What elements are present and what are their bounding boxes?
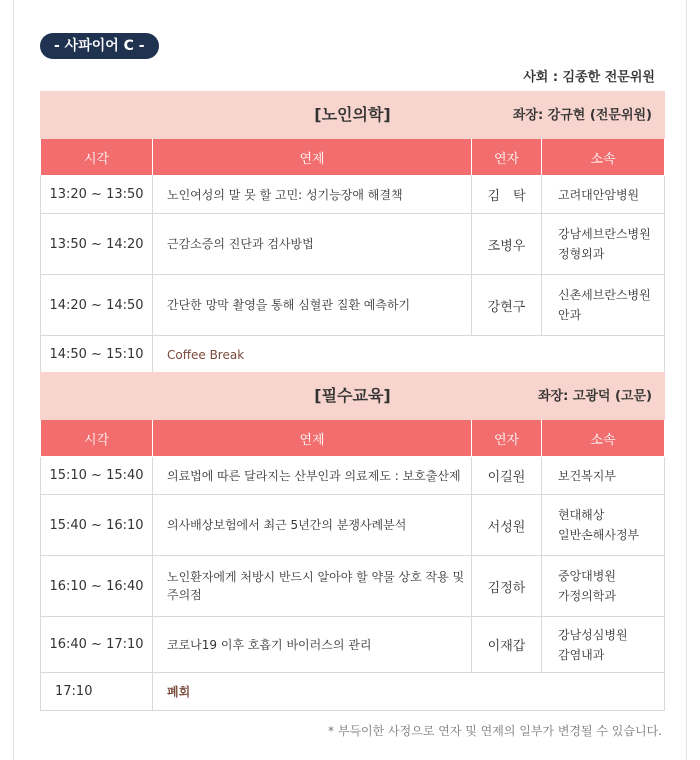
row-affiliation xyxy=(542,556,665,617)
column-header-row xyxy=(41,420,665,457)
section-title: [필수교육] xyxy=(314,386,391,405)
row-affiliation xyxy=(542,457,665,495)
section-title: [노인의학] xyxy=(314,105,391,124)
row-title: 의료법에 따른 달라지는 산부인과 의료제도 : 보호출산제 xyxy=(153,457,472,495)
row-time: 13:50 ~ 14:20 xyxy=(41,214,153,275)
row-time: 15:10 ~ 15:40 xyxy=(41,457,153,495)
break-row xyxy=(41,336,665,374)
col-affiliation: 소속 xyxy=(542,420,665,457)
footnote: * 부득이한 사정으로 연자 및 연제의 일부가 변경될 수 있습니다. xyxy=(328,724,662,738)
row-affiliation xyxy=(542,495,665,556)
section-chair: 좌장: 고광덕 (고문) xyxy=(537,389,652,404)
column-header-row xyxy=(41,139,665,176)
table-row xyxy=(41,617,665,673)
row-affiliation xyxy=(542,617,665,673)
affiliation-line: 신촌세브란스병원 xyxy=(558,288,651,302)
table-row xyxy=(41,495,665,556)
affiliation-line: 안과 xyxy=(558,308,582,322)
table-row xyxy=(41,275,665,336)
row-time: 13:20 ~ 13:50 xyxy=(41,176,153,214)
schedule-table-mandatory xyxy=(40,372,665,711)
closing-time: 17:10 xyxy=(41,673,153,711)
col-speaker: 연자 xyxy=(472,420,542,457)
row-speaker: 서성원 xyxy=(472,495,542,556)
affiliation-line: 보건복지부 xyxy=(558,468,616,483)
closing-label: 폐회 xyxy=(153,673,665,711)
affiliation-line: 감염내과 xyxy=(558,647,605,662)
affiliation-line: 현대해상 xyxy=(558,508,605,522)
row-title: 근감소증의 진단과 검사방법 xyxy=(153,214,472,275)
row-title: 노인여성의 말 못 할 고민: 성기능장애 해결책 xyxy=(153,176,472,214)
affiliation-line: 중앙대병원 xyxy=(558,569,616,583)
affiliation-line: 가정의학과 xyxy=(558,589,616,603)
col-title: 연제 xyxy=(153,139,472,176)
closing-row xyxy=(41,673,665,711)
row-speaker: 이길원 xyxy=(472,457,542,495)
affiliation-line: 강남세브란스병원 xyxy=(558,227,651,241)
affiliation-line: 일반손해사정부 xyxy=(558,528,640,542)
col-title: 연제 xyxy=(153,420,472,457)
row-time: 15:40 ~ 16:10 xyxy=(41,495,153,556)
affiliation-line: 고려대안암병원 xyxy=(558,187,640,202)
row-speaker: 조병우 xyxy=(472,214,542,275)
row-affiliation xyxy=(542,176,665,214)
row-title: 코로나19 이후 호흡기 바이러스의 관리 xyxy=(153,617,472,673)
row-affiliation xyxy=(542,214,665,275)
col-speaker: 연자 xyxy=(472,139,542,176)
schedule-table-geriatrics xyxy=(40,91,665,374)
row-speaker: 김정하 xyxy=(472,556,542,617)
col-time: 시각 xyxy=(41,420,153,457)
row-time: 14:20 ~ 14:50 xyxy=(41,275,153,336)
row-speaker: 강현구 xyxy=(472,275,542,336)
section-chair: 좌장: 강규현 (전문위원) xyxy=(512,108,652,123)
affiliation-line: 정형외과 xyxy=(558,247,605,261)
table-row xyxy=(41,457,665,495)
table-row xyxy=(41,176,665,214)
moderator: 사회 : 김종한 전문위원 xyxy=(523,70,655,85)
table-row xyxy=(41,214,665,275)
col-affiliation: 소속 xyxy=(542,139,665,176)
col-time: 시각 xyxy=(41,139,153,176)
break-time: 14:50 ~ 15:10 xyxy=(41,336,153,374)
row-speaker: 김 탁 xyxy=(472,176,542,214)
row-title: 의사배상보험에서 최근 5년간의 분쟁사례분석 xyxy=(153,495,472,556)
row-title: 노인환자에게 처방시 반드시 알아야 할 약물 상호 작용 및 주의점 xyxy=(153,556,472,617)
row-time: 16:10 ~ 16:40 xyxy=(41,556,153,617)
row-affiliation xyxy=(542,275,665,336)
section-header xyxy=(41,373,665,420)
table-row xyxy=(41,556,665,617)
break-label: Coffee Break xyxy=(153,336,665,374)
section-header xyxy=(41,92,665,139)
affiliation-line: 강남성심병원 xyxy=(558,627,628,642)
row-speaker: 이재갑 xyxy=(472,617,542,673)
row-title: 간단한 망막 촬영을 통해 심혈관 질환 예측하기 xyxy=(153,275,472,336)
session-tag: - 사파이어 C - xyxy=(40,33,159,59)
row-time: 16:40 ~ 17:10 xyxy=(41,617,153,673)
